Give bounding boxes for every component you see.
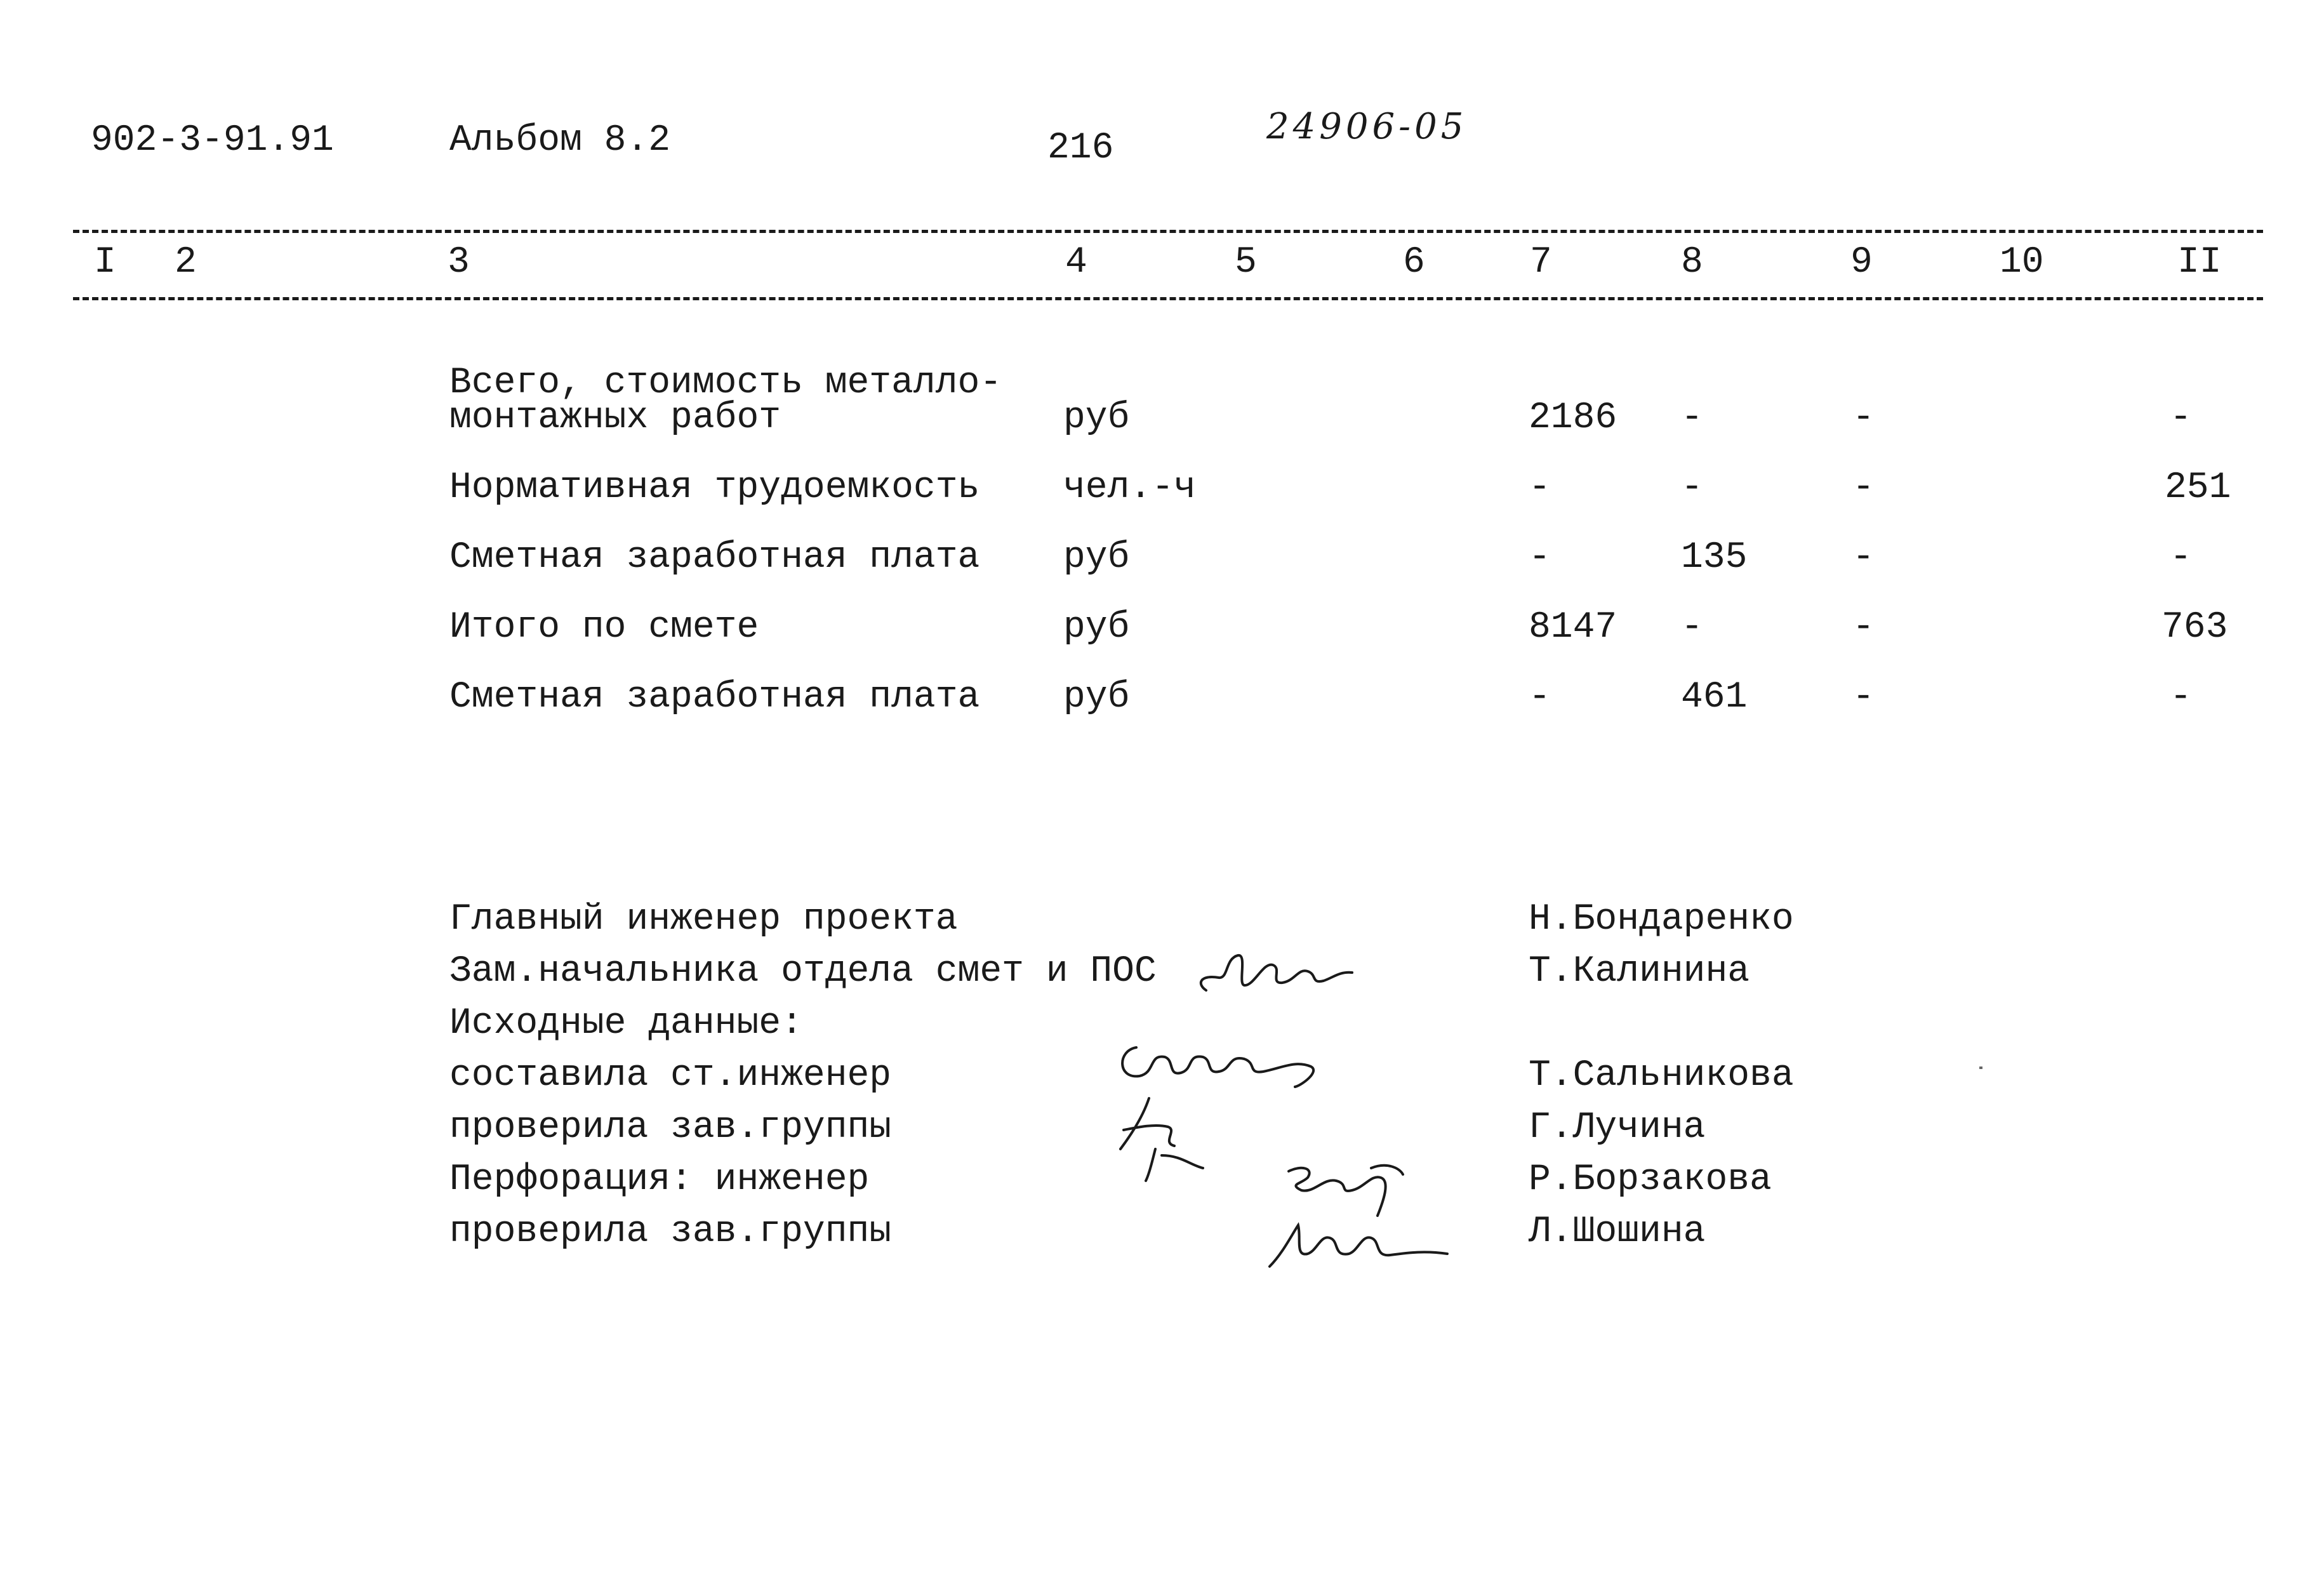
row-name: Нормативная трудоемкость: [449, 467, 980, 508]
cell-col7: -: [1529, 677, 1551, 718]
cell-col7: -: [1529, 467, 1551, 508]
row-unit: руб: [1063, 397, 1130, 439]
row-name-line1: Всего, стоимость металло-: [449, 362, 1002, 404]
cell-col9: -: [1852, 397, 1875, 439]
signature-person: Р.Борзакова: [1529, 1159, 1772, 1200]
cell-col8: 135: [1681, 537, 1748, 578]
page-number: 216: [1047, 128, 1114, 169]
column-header-6: 6: [1403, 242, 1425, 283]
handwritten-signature-kalinina: [1193, 946, 1365, 1013]
signature-person: Н.Бондаренко: [1529, 899, 1794, 940]
signature-role: проверила зав.группы: [449, 1211, 892, 1253]
cell-col11: 251: [2165, 467, 2231, 508]
row-name: Итого по смете: [449, 607, 759, 648]
cell-col11: -: [2170, 397, 2192, 439]
column-header-8: 8: [1681, 242, 1703, 283]
column-header-4: 4: [1065, 242, 1087, 283]
column-header-2: 2: [175, 242, 197, 283]
column-header-7: 7: [1530, 242, 1552, 283]
cell-col11: -: [2170, 677, 2192, 718]
signature-person: Г.Лучина: [1529, 1107, 1706, 1148]
signature-person: Т.Калинина: [1529, 951, 1750, 992]
row-name: Сметная заработная плата: [449, 537, 980, 578]
column-header-1: I: [94, 242, 116, 283]
header-bottom-rule: [73, 297, 2263, 300]
signature-role: составила ст.инженер: [449, 1055, 892, 1096]
signature-role: Зам.начальника отдела смет и ПОС: [449, 951, 1157, 992]
cell-col8: -: [1681, 397, 1703, 439]
column-header-11: II: [2177, 242, 2222, 283]
cell-col9: -: [1852, 677, 1875, 718]
signature-role: Главный инженер проекта: [449, 899, 958, 940]
cell-col9: -: [1852, 607, 1875, 648]
column-header-5: 5: [1235, 242, 1257, 283]
column-header-9: 9: [1850, 242, 1873, 283]
album-label: Альбом 8.2: [449, 120, 671, 161]
handwritten-stamp-number: 24906-05: [1266, 106, 1468, 147]
signature-role: Перфорация: инженер: [449, 1159, 870, 1200]
signature-role: Исходные данные:: [449, 1003, 803, 1044]
cell-col7: 8147: [1529, 607, 1617, 648]
cell-col11: -: [2170, 537, 2192, 578]
cell-col8: 461: [1681, 677, 1748, 718]
cell-col11: 763: [2161, 607, 2228, 648]
column-header-10: 10: [2000, 242, 2044, 283]
cell-col9: -: [1852, 467, 1875, 508]
handwritten-signature-luchina: [1111, 1092, 1225, 1197]
signature-person: Т.Сальникова: [1529, 1055, 1794, 1096]
row-unit: руб: [1063, 537, 1130, 578]
column-header-3: 3: [448, 242, 470, 283]
stray-mark: [1979, 1067, 1982, 1069]
row-unit: руб: [1063, 677, 1130, 718]
row-unit: руб: [1063, 607, 1130, 648]
row-name: Сметная заработная плата: [449, 677, 980, 718]
row-name-line2: монтажных работ: [449, 397, 781, 439]
cell-col9: -: [1852, 537, 1875, 578]
cell-col7: 2186: [1529, 397, 1617, 439]
signature-role: проверила зав.группы: [449, 1107, 892, 1148]
row-unit: чел.-ч: [1063, 467, 1196, 508]
signature-person: Л.Шошина: [1529, 1211, 1706, 1253]
cell-col8: -: [1681, 467, 1703, 508]
cell-col7: -: [1529, 537, 1551, 578]
document-number: 902-3-91.91: [91, 120, 334, 161]
handwritten-signature-shoshina: [1263, 1209, 1454, 1289]
cell-col8: -: [1681, 607, 1703, 648]
header-top-rule: [73, 230, 2263, 233]
